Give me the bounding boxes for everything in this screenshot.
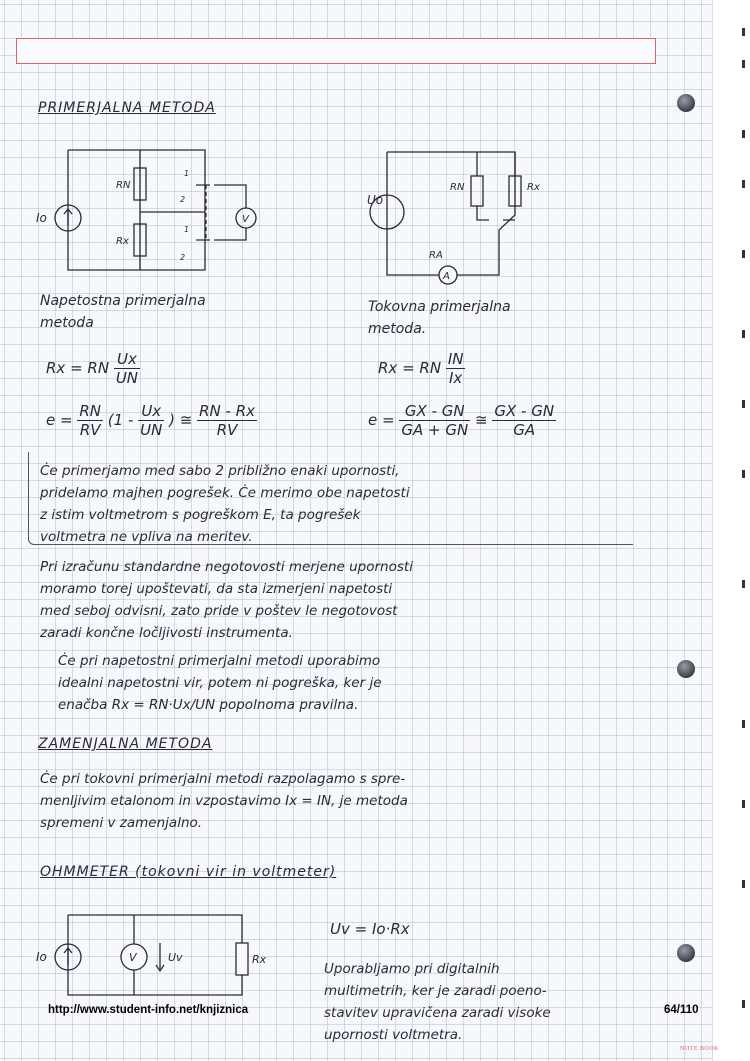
label-pos2: 2 [180, 195, 186, 204]
binding-tick-icon [742, 1000, 745, 1008]
punch-hole-icon [677, 94, 695, 112]
label-uv: Uv [168, 951, 183, 964]
label-rx: Rx [116, 236, 129, 247]
note-paragraph-3: Ċe pri napetostni primerjalni metodi uporabimo idealni napetostni vir, potem ni pogreška, ker je enačba Rx = RN·Ux/UN popolnoma pravilna. [58, 653, 382, 713]
notebook-brand: NOTE BOOK [680, 1046, 719, 1052]
label-io-ohm: Io [36, 950, 47, 964]
binding-margin [712, 0, 750, 1061]
label-v: V [242, 214, 249, 225]
label-a: A [443, 271, 450, 282]
binding-tick-icon [742, 130, 745, 138]
label-rn-right: RN [450, 182, 465, 193]
label-rx-right: Rx [527, 182, 540, 193]
caption-right: Tokovna primerjalna metoda. [368, 299, 511, 337]
note-paragraph-2: Pri izračunu standardne negotovosti merjene upornosti moramo torej upoštevati, da sta izmerjeni napetosti med seboj odvisni, zato pride v poštev le negotovost zaradi končne ločljivosti instrumenta. [40, 559, 413, 641]
error-formula-voltage: e = $\frac{RN}{RV}$ (1 - $\frac{Ux}{UN}$ ) ≅ $\frac{RN - Rx}{RV}$ [46, 402, 256, 439]
zamenjalna-paragraph: Ċe pri tokovni primerjalni metodi razpolagamo s spre- menljivim etalonom in vzpostavimo Ix = IN, je metoda spremeni v zamenjalno. [40, 771, 408, 831]
binding-tick-icon [742, 180, 745, 188]
source-url: http://www.student-info.net/knjiznica [48, 1004, 249, 1016]
section-heading-zamenjalna: ZAMENJALNA METODA [38, 736, 213, 752]
punch-hole-icon [677, 944, 695, 962]
binding-tick-icon [742, 400, 745, 408]
label-pos3: 1 [184, 225, 190, 234]
header-box [16, 38, 656, 64]
label-io: Io [36, 211, 47, 225]
binding-tick-icon [742, 580, 745, 588]
note-paragraph-1: Ċe primerjamo med sabo 2 približno enaki upornosti, pridelamo majhen pogrešek. Ċe merimo obe napetosti z istim voltmetrom s pogreškom E, ta pogrešek voltmetra ne vpliva na meritev. [40, 463, 410, 545]
circuit-voltage-comparison [30, 140, 280, 280]
label-uo: Uo [367, 193, 384, 207]
label-v-ohm: V [129, 951, 137, 964]
binding-tick-icon [742, 720, 745, 728]
binding-tick-icon [742, 28, 745, 36]
page-number: 64/110 [664, 1004, 699, 1016]
label-rx-ohm: Rx [252, 953, 267, 966]
circuit-current-comparison [335, 140, 545, 290]
formula-voltage: Rx = RN $\frac{Ux}{UN}$ [46, 350, 139, 387]
error-formula-current: e = $\frac{GX - GN}{GA + GN}$ ≅ $\frac{GX - GN}{GA}$ [368, 402, 555, 439]
punch-hole-icon [677, 660, 695, 678]
caption-left: Napetostna primerjalna metoda [40, 293, 206, 331]
binding-tick-icon [742, 330, 745, 338]
ohmmeter-paragraph: Uporabljamo pri digitalnih multimetrih, ker je zaradi poeno- stavitev upravičena zaradi visoke upornosti voltmetra. [324, 961, 551, 1043]
formula-current: Rx = RN $\frac{IN}{Ix}$ [378, 350, 464, 387]
section-heading-ohmmeter: OHMMETER (tokovni vir in voltmeter) [40, 864, 337, 880]
binding-tick-icon [742, 880, 745, 888]
section-heading-primerjalna: PRIMERJALNA METODA [38, 100, 216, 116]
ohmmeter-formula: Uv = Io·Rx [330, 920, 410, 938]
circuit-ohmmeter [30, 905, 290, 1005]
label-pos1: 1 [184, 169, 190, 178]
binding-tick-icon [742, 470, 745, 478]
binding-tick-icon [742, 60, 745, 68]
binding-tick-icon [742, 800, 745, 808]
label-ra: RA [429, 250, 443, 261]
label-pos4: 2 [180, 253, 186, 262]
label-rn: RN [116, 180, 131, 191]
binding-tick-icon [742, 250, 745, 258]
